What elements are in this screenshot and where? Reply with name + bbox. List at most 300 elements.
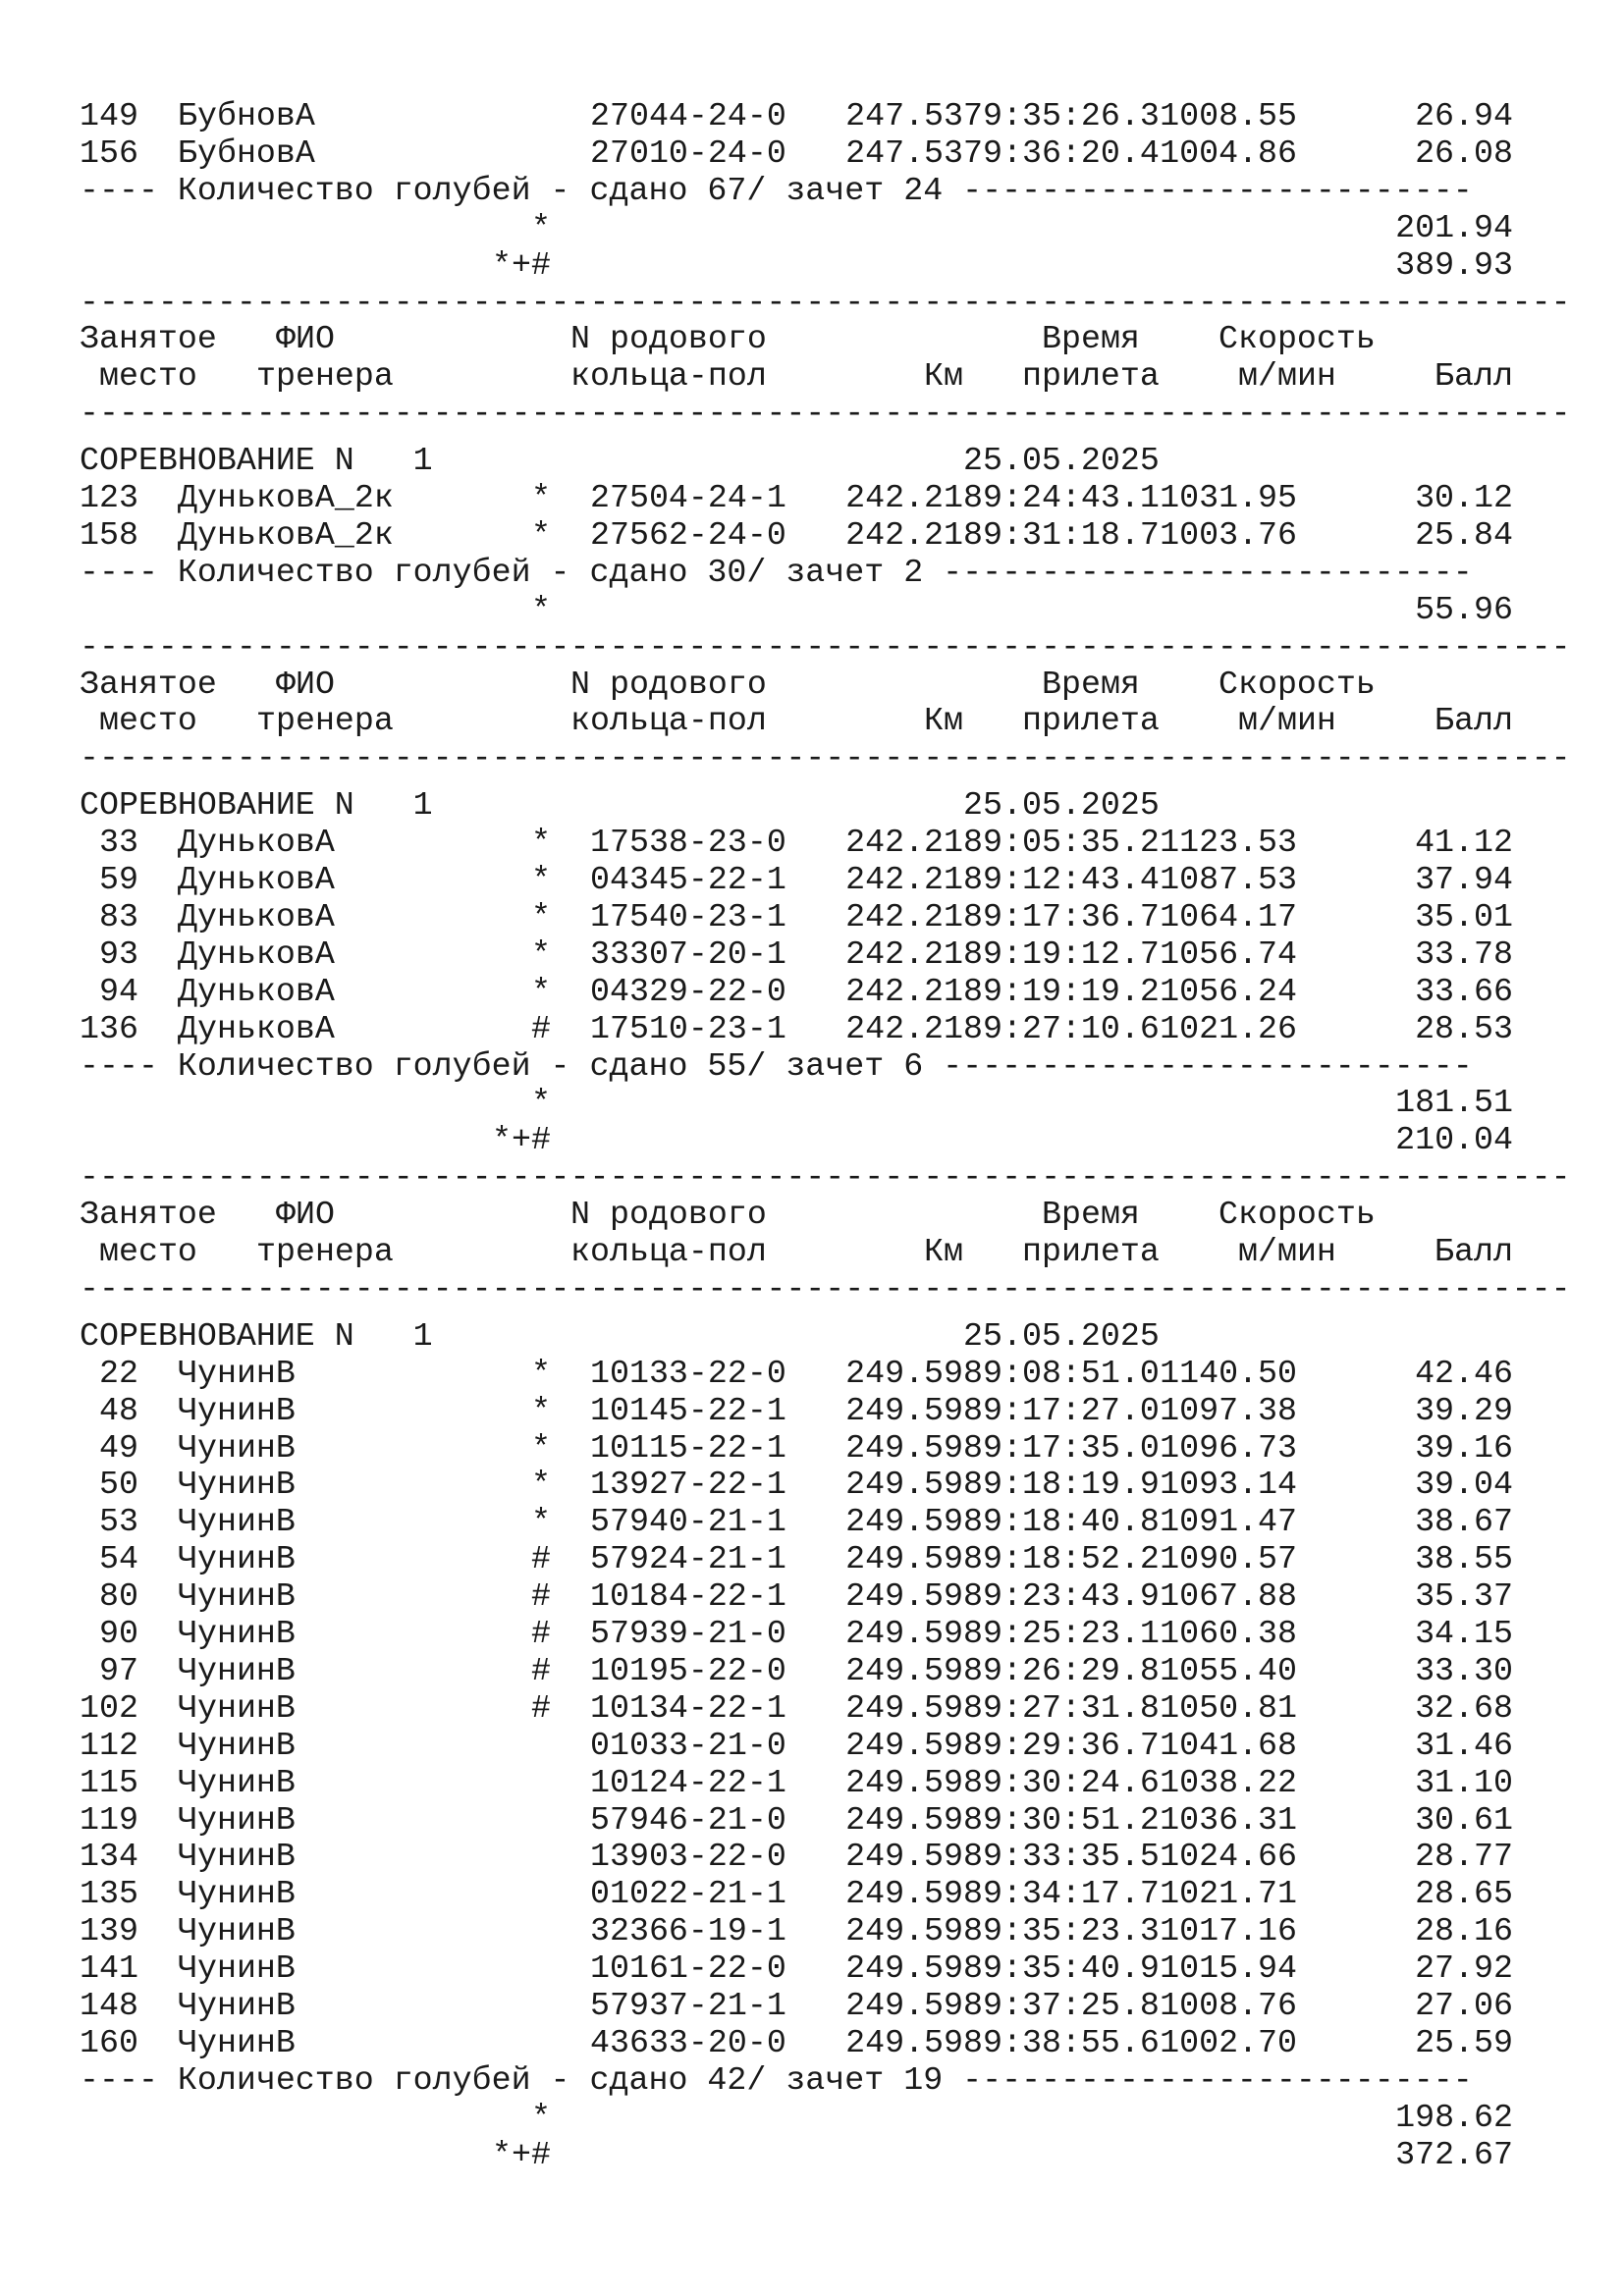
row-km: 249.598 bbox=[845, 1391, 983, 1429]
header-c2a: ФИО bbox=[276, 320, 335, 358]
header-c4b: Км bbox=[924, 357, 963, 396]
table-row bbox=[80, 134, 1572, 172]
header-c1b: место bbox=[99, 1233, 197, 1270]
table-row bbox=[80, 1540, 1572, 1577]
row-place: 102 bbox=[80, 1688, 138, 1727]
summary-text: ---- Количество голубей - сдано 67/ зачет 24 -------------------------- bbox=[80, 171, 1473, 209]
row-time: 9:18:19.9 bbox=[983, 1466, 1160, 1504]
row-ring: 17540-23-1 bbox=[590, 897, 786, 935]
total-line bbox=[80, 2099, 1572, 2136]
table-row bbox=[80, 1689, 1572, 1727]
row-time: 9:35:23.3 bbox=[983, 1912, 1160, 1950]
row-time: 9:25:23.1 bbox=[983, 1615, 1160, 1652]
row-mark: * bbox=[531, 934, 551, 973]
row-time: 9:36:20.4 bbox=[983, 133, 1160, 172]
header-c2a: ФИО bbox=[276, 665, 335, 703]
row-score: 37.94 bbox=[1415, 861, 1513, 898]
competition-line bbox=[80, 1317, 1572, 1355]
row-score: 27.92 bbox=[1415, 1949, 1513, 1988]
row-km: 242.218 bbox=[845, 972, 983, 1010]
row-ring: 27504-24-1 bbox=[590, 479, 786, 516]
header-c1a: Занятое bbox=[80, 1196, 217, 1234]
column-header-line-1 bbox=[80, 320, 1572, 357]
separator-text: ---------------------------------------------------------------------------- bbox=[80, 283, 1571, 321]
row-km: 242.218 bbox=[845, 515, 983, 554]
row-speed: 1097.38 bbox=[1160, 1391, 1297, 1429]
header-c3a: N родового bbox=[570, 665, 767, 703]
row-speed: 1021.26 bbox=[1160, 1009, 1297, 1047]
table-row bbox=[80, 1615, 1572, 1652]
table-row bbox=[80, 973, 1572, 1010]
row-time: 9:12:43.4 bbox=[983, 861, 1160, 898]
header-c7b: Балл bbox=[1435, 1233, 1513, 1270]
row-km: 242.218 bbox=[845, 479, 983, 516]
header-c6b: м/мин bbox=[1238, 702, 1336, 740]
row-name: ЧунинВ bbox=[178, 1800, 296, 1839]
row-time: 9:23:43.9 bbox=[983, 1577, 1160, 1616]
row-place: 156 bbox=[80, 133, 138, 172]
competition-date: 25.05.2025 bbox=[963, 442, 1160, 480]
column-header-line-2 bbox=[80, 1233, 1572, 1270]
row-place: 139 bbox=[80, 1912, 138, 1950]
row-score: 26.94 bbox=[1415, 97, 1513, 134]
total-line bbox=[80, 246, 1572, 284]
row-name: ЧунинВ bbox=[178, 1875, 296, 1913]
row-score: 39.29 bbox=[1415, 1391, 1513, 1429]
row-place: 141 bbox=[80, 1949, 138, 1988]
total-label: *+# bbox=[492, 1121, 551, 1159]
row-mark: # bbox=[531, 1009, 551, 1047]
row-time: 9:17:27.0 bbox=[983, 1391, 1160, 1429]
header-c1b: место bbox=[99, 702, 197, 740]
header-c2a: ФИО bbox=[276, 1196, 335, 1234]
summary-text: ---- Количество голубей - сдано 42/ зачет 19 -------------------------- bbox=[80, 2060, 1473, 2099]
section-separator bbox=[80, 284, 1572, 321]
total-value: 389.93 bbox=[1395, 245, 1513, 284]
row-km: 249.598 bbox=[845, 1726, 983, 1764]
row-time: 9:30:24.6 bbox=[983, 1763, 1160, 1801]
total-line bbox=[80, 209, 1572, 246]
row-time: 9:18:52.2 bbox=[983, 1540, 1160, 1578]
row-time: 9:29:36.7 bbox=[983, 1726, 1160, 1764]
header-c3a: N родового bbox=[570, 1196, 767, 1234]
row-name: ЧунинВ bbox=[178, 1354, 296, 1392]
row-ring: 27010-24-0 bbox=[590, 133, 786, 172]
row-ring: 57939-21-0 bbox=[590, 1615, 786, 1652]
row-speed: 1002.70 bbox=[1160, 2023, 1297, 2061]
row-speed: 1060.38 bbox=[1160, 1615, 1297, 1652]
table-row bbox=[80, 1577, 1572, 1615]
row-mark: * bbox=[531, 1354, 551, 1392]
row-name: ЧунинВ bbox=[178, 1763, 296, 1801]
separator-text: ---------------------------------------------------------------------------- bbox=[80, 395, 1571, 433]
row-ring: 13927-22-1 bbox=[590, 1466, 786, 1504]
header-c5b: прилета bbox=[1022, 357, 1160, 396]
header-c6a: Скорость bbox=[1218, 665, 1376, 703]
row-speed: 1003.76 bbox=[1160, 515, 1297, 554]
row-place: 160 bbox=[80, 2023, 138, 2061]
row-mark: # bbox=[531, 1688, 551, 1727]
row-ring: 57940-21-1 bbox=[590, 1503, 786, 1541]
row-score: 42.46 bbox=[1415, 1354, 1513, 1392]
table-row bbox=[80, 935, 1572, 973]
header-separator bbox=[80, 739, 1572, 776]
row-place: 112 bbox=[80, 1726, 138, 1764]
row-name: ДуньковА bbox=[178, 972, 335, 1010]
row-ring: 57924-21-1 bbox=[590, 1540, 786, 1578]
row-place: 149 bbox=[80, 97, 138, 134]
row-ring: 04329-22-0 bbox=[590, 972, 786, 1010]
row-time: 9:35:26.3 bbox=[983, 97, 1160, 134]
row-place: 97 bbox=[99, 1651, 138, 1689]
row-name: ЧунинВ bbox=[178, 1912, 296, 1950]
row-name: БубновА bbox=[178, 97, 315, 134]
total-label: * bbox=[531, 2098, 551, 2136]
row-place: 148 bbox=[80, 1987, 138, 2024]
row-km: 242.218 bbox=[845, 1009, 983, 1047]
table-row bbox=[80, 2024, 1572, 2061]
header-separator bbox=[80, 1270, 1572, 1308]
header-c3b: кольца-пол bbox=[570, 357, 767, 396]
row-speed: 1008.76 bbox=[1160, 1987, 1297, 2024]
total-label: * bbox=[531, 1084, 551, 1122]
row-name: ЧунинВ bbox=[178, 1838, 296, 1876]
header-c3b: кольца-пол bbox=[570, 1233, 767, 1270]
row-score: 28.16 bbox=[1415, 1912, 1513, 1950]
competition-line bbox=[80, 786, 1572, 824]
header-c5a: Время bbox=[1042, 1196, 1140, 1234]
row-km: 249.598 bbox=[845, 1651, 983, 1689]
row-score: 31.10 bbox=[1415, 1763, 1513, 1801]
row-time: 9:05:35.2 bbox=[983, 824, 1160, 862]
table-row bbox=[80, 479, 1572, 516]
table-row bbox=[80, 1503, 1572, 1540]
row-place: 80 bbox=[99, 1577, 138, 1616]
total-label: * bbox=[531, 208, 551, 246]
row-place: 119 bbox=[80, 1800, 138, 1839]
row-time: 9:08:51.0 bbox=[983, 1354, 1160, 1392]
row-ring: 33307-20-1 bbox=[590, 934, 786, 973]
total-line bbox=[80, 591, 1572, 628]
header-c1a: Занятое bbox=[80, 665, 217, 703]
row-speed: 1031.95 bbox=[1160, 479, 1297, 516]
row-place: 48 bbox=[99, 1391, 138, 1429]
table-row bbox=[80, 1838, 1572, 1875]
row-ring: 57946-21-0 bbox=[590, 1800, 786, 1839]
row-place: 115 bbox=[80, 1763, 138, 1801]
row-mark: * bbox=[531, 824, 551, 862]
summary-line bbox=[80, 554, 1572, 591]
row-mark: * bbox=[531, 1466, 551, 1504]
row-speed: 1024.66 bbox=[1160, 1838, 1297, 1876]
competition-date: 25.05.2025 bbox=[963, 786, 1160, 825]
row-score: 32.68 bbox=[1415, 1688, 1513, 1727]
header-c7b: Балл bbox=[1435, 357, 1513, 396]
row-ring: 10134-22-1 bbox=[590, 1688, 786, 1727]
row-ring: 04345-22-1 bbox=[590, 861, 786, 898]
competition-line bbox=[80, 442, 1572, 479]
table-row bbox=[80, 1652, 1572, 1689]
row-ring: 10124-22-1 bbox=[590, 1763, 786, 1801]
row-name: ДуньковА_2к bbox=[178, 479, 394, 516]
separator-text: ---------------------------------------------------------------------------- bbox=[80, 1269, 1571, 1308]
row-name: ЧунинВ bbox=[178, 2023, 296, 2061]
row-mark: * bbox=[531, 861, 551, 898]
total-label: *+# bbox=[492, 2135, 551, 2173]
row-name: ДуньковА_2к bbox=[178, 515, 394, 554]
row-speed: 1064.17 bbox=[1160, 897, 1297, 935]
row-place: 33 bbox=[99, 824, 138, 862]
table-row bbox=[80, 1727, 1572, 1764]
row-name: ЧунинВ bbox=[178, 1577, 296, 1616]
row-place: 59 bbox=[99, 861, 138, 898]
header-c1a: Занятое bbox=[80, 320, 217, 358]
row-km: 249.598 bbox=[845, 1428, 983, 1467]
row-mark: * bbox=[531, 897, 551, 935]
row-speed: 1056.24 bbox=[1160, 972, 1297, 1010]
separator-text: ---------------------------------------------------------------------------- bbox=[80, 739, 1571, 777]
row-ring: 17510-23-1 bbox=[590, 1009, 786, 1047]
row-score: 39.16 bbox=[1415, 1428, 1513, 1467]
table-row bbox=[80, 97, 1572, 134]
total-value: 372.67 bbox=[1395, 2135, 1513, 2173]
row-place: 94 bbox=[99, 972, 138, 1010]
total-line bbox=[80, 1121, 1572, 1158]
row-km: 249.598 bbox=[845, 1688, 983, 1727]
row-km: 242.218 bbox=[845, 861, 983, 898]
row-speed: 1050.81 bbox=[1160, 1688, 1297, 1727]
header-c6a: Скорость bbox=[1218, 320, 1376, 358]
row-score: 25.59 bbox=[1415, 2023, 1513, 2061]
row-score: 25.84 bbox=[1415, 515, 1513, 554]
row-ring: 10161-22-0 bbox=[590, 1949, 786, 1988]
row-speed: 1087.53 bbox=[1160, 861, 1297, 898]
row-place: 158 bbox=[80, 515, 138, 554]
row-speed: 1055.40 bbox=[1160, 1651, 1297, 1689]
total-line bbox=[80, 1084, 1572, 1121]
section-separator bbox=[80, 628, 1572, 666]
total-line bbox=[80, 2136, 1572, 2173]
row-score: 35.01 bbox=[1415, 897, 1513, 935]
row-name: ЧунинВ bbox=[178, 1428, 296, 1467]
row-place: 50 bbox=[99, 1466, 138, 1504]
row-ring: 10133-22-0 bbox=[590, 1354, 786, 1392]
row-km: 242.218 bbox=[845, 824, 983, 862]
row-time: 9:26:29.8 bbox=[983, 1651, 1160, 1689]
row-speed: 1093.14 bbox=[1160, 1466, 1297, 1504]
row-km: 249.598 bbox=[845, 1875, 983, 1913]
row-speed: 1036.31 bbox=[1160, 1800, 1297, 1839]
row-mark: * bbox=[531, 515, 551, 554]
total-label: * bbox=[531, 590, 551, 628]
row-score: 33.30 bbox=[1415, 1651, 1513, 1689]
table-row bbox=[80, 1764, 1572, 1801]
row-ring: 17538-23-0 bbox=[590, 824, 786, 862]
row-km: 249.598 bbox=[845, 1615, 983, 1652]
header-c6a: Скорость bbox=[1218, 1196, 1376, 1234]
row-km: 249.598 bbox=[845, 1838, 983, 1876]
row-name: ЧунинВ bbox=[178, 1391, 296, 1429]
row-score: 31.46 bbox=[1415, 1726, 1513, 1764]
row-name: БубновА bbox=[178, 133, 315, 172]
table-row bbox=[80, 1010, 1572, 1047]
table-row bbox=[80, 1466, 1572, 1503]
row-speed: 1021.71 bbox=[1160, 1875, 1297, 1913]
row-time: 9:19:19.2 bbox=[983, 972, 1160, 1010]
row-ring: 27044-24-0 bbox=[590, 97, 786, 134]
row-score: 28.53 bbox=[1415, 1009, 1513, 1047]
row-place: 22 bbox=[99, 1354, 138, 1392]
row-score: 30.61 bbox=[1415, 1800, 1513, 1839]
summary-text: ---- Количество голубей - сдано 55/ зачет 6 --------------------------- bbox=[80, 1046, 1473, 1085]
row-speed: 1015.94 bbox=[1160, 1949, 1297, 1988]
header-c2b: тренера bbox=[256, 702, 394, 740]
header-c5b: прилета bbox=[1022, 1233, 1160, 1270]
row-name: ЧунинВ bbox=[178, 1949, 296, 1988]
row-time: 9:34:17.7 bbox=[983, 1875, 1160, 1913]
row-ring: 43633-20-0 bbox=[590, 2023, 786, 2061]
row-place: 134 bbox=[80, 1838, 138, 1876]
row-ring: 01033-21-0 bbox=[590, 1726, 786, 1764]
header-c3a: N родового bbox=[570, 320, 767, 358]
row-name: ДуньковА bbox=[178, 897, 335, 935]
row-km: 249.598 bbox=[845, 1800, 983, 1839]
row-time: 9:17:35.0 bbox=[983, 1428, 1160, 1467]
row-score: 28.65 bbox=[1415, 1875, 1513, 1913]
row-km: 249.598 bbox=[845, 1466, 983, 1504]
row-time: 9:24:43.1 bbox=[983, 479, 1160, 516]
header-c4b: Км bbox=[924, 1233, 963, 1270]
competition-date: 25.05.2025 bbox=[963, 1316, 1160, 1355]
row-name: ДуньковА bbox=[178, 861, 335, 898]
header-c2b: тренера bbox=[256, 1233, 394, 1270]
row-mark: * bbox=[531, 1503, 551, 1541]
row-speed: 1123.53 bbox=[1160, 824, 1297, 862]
row-time: 9:35:40.9 bbox=[983, 1949, 1160, 1988]
row-place: 53 bbox=[99, 1503, 138, 1541]
table-row bbox=[80, 1392, 1572, 1429]
row-mark: # bbox=[531, 1615, 551, 1652]
header-c4b: Км bbox=[924, 702, 963, 740]
row-name: ДуньковА bbox=[178, 824, 335, 862]
row-name: ЧунинВ bbox=[178, 1651, 296, 1689]
total-value: 181.51 bbox=[1395, 1084, 1513, 1122]
summary-line bbox=[80, 1047, 1572, 1085]
summary-line bbox=[80, 172, 1572, 209]
separator-text: ---------------------------------------------------------------------------- bbox=[80, 627, 1571, 666]
row-time: 9:33:35.5 bbox=[983, 1838, 1160, 1876]
row-km: 242.218 bbox=[845, 897, 983, 935]
row-place: 49 bbox=[99, 1428, 138, 1467]
table-row bbox=[80, 1875, 1572, 1912]
row-time: 9:30:51.2 bbox=[983, 1800, 1160, 1839]
header-c6b: м/мин bbox=[1238, 357, 1336, 396]
table-row bbox=[80, 1801, 1572, 1839]
row-place: 83 bbox=[99, 897, 138, 935]
row-mark: * bbox=[531, 972, 551, 1010]
header-c6b: м/мин bbox=[1238, 1233, 1336, 1270]
row-km: 249.598 bbox=[845, 1763, 983, 1801]
row-place: 90 bbox=[99, 1615, 138, 1652]
row-score: 35.37 bbox=[1415, 1577, 1513, 1616]
row-speed: 1008.55 bbox=[1160, 97, 1297, 134]
row-km: 242.218 bbox=[845, 934, 983, 973]
row-score: 41.12 bbox=[1415, 824, 1513, 862]
row-speed: 1017.16 bbox=[1160, 1912, 1297, 1950]
row-speed: 1140.50 bbox=[1160, 1354, 1297, 1392]
row-km: 249.598 bbox=[845, 1503, 983, 1541]
row-mark: * bbox=[531, 479, 551, 516]
row-score: 38.55 bbox=[1415, 1540, 1513, 1578]
row-ring: 32366-19-1 bbox=[590, 1912, 786, 1950]
row-score: 33.78 bbox=[1415, 934, 1513, 973]
total-value: 210.04 bbox=[1395, 1121, 1513, 1159]
row-speed: 1056.74 bbox=[1160, 934, 1297, 973]
row-ring: 10115-22-1 bbox=[590, 1428, 786, 1467]
separator-text: ---------------------------------------------------------------------------- bbox=[80, 1158, 1571, 1197]
row-km: 249.598 bbox=[845, 1540, 983, 1578]
total-label: *+# bbox=[492, 245, 551, 284]
row-km: 249.598 bbox=[845, 1949, 983, 1988]
row-place: 54 bbox=[99, 1540, 138, 1578]
row-place: 93 bbox=[99, 934, 138, 973]
row-score: 28.77 bbox=[1415, 1838, 1513, 1876]
competition-title: СОРЕВНОВАНИЕ N 1 bbox=[80, 786, 433, 825]
row-km: 249.598 bbox=[845, 1577, 983, 1616]
row-ring: 13903-22-0 bbox=[590, 1838, 786, 1876]
column-header-line-2 bbox=[80, 357, 1572, 395]
row-ring: 10195-22-0 bbox=[590, 1651, 786, 1689]
total-value: 55.96 bbox=[1415, 590, 1513, 628]
row-score: 33.66 bbox=[1415, 972, 1513, 1010]
section-separator bbox=[80, 1158, 1572, 1196]
row-name: ЧунинВ bbox=[178, 1466, 296, 1504]
row-score: 34.15 bbox=[1415, 1615, 1513, 1652]
row-mark: * bbox=[531, 1428, 551, 1467]
row-name: ЧунинВ bbox=[178, 1987, 296, 2024]
row-score: 27.06 bbox=[1415, 1987, 1513, 2024]
column-header-line-1 bbox=[80, 1196, 1572, 1233]
header-c5a: Время bbox=[1042, 665, 1140, 703]
row-name: ЧунинВ bbox=[178, 1503, 296, 1541]
table-row bbox=[80, 861, 1572, 898]
row-km: 249.598 bbox=[845, 2023, 983, 2061]
row-name: ЧунинВ bbox=[178, 1540, 296, 1578]
row-mark: # bbox=[531, 1540, 551, 1578]
row-place: 123 bbox=[80, 479, 138, 516]
row-ring: 27562-24-0 bbox=[590, 515, 786, 554]
row-time: 9:38:55.6 bbox=[983, 2023, 1160, 2061]
row-score: 39.04 bbox=[1415, 1466, 1513, 1504]
row-mark: # bbox=[531, 1651, 551, 1689]
header-c5b: прилета bbox=[1022, 702, 1160, 740]
column-header-line-1 bbox=[80, 666, 1572, 703]
row-score: 38.67 bbox=[1415, 1503, 1513, 1541]
header-c7b: Балл bbox=[1435, 702, 1513, 740]
header-c1b: место bbox=[99, 357, 197, 396]
row-time: 9:19:12.7 bbox=[983, 934, 1160, 973]
row-time: 9:31:18.7 bbox=[983, 515, 1160, 554]
table-row bbox=[80, 1949, 1572, 1987]
row-time: 9:27:10.6 bbox=[983, 1009, 1160, 1047]
table-row bbox=[80, 1912, 1572, 1949]
row-ring: 57937-21-1 bbox=[590, 1987, 786, 2024]
row-time: 9:17:36.7 bbox=[983, 897, 1160, 935]
row-name: ЧунинВ bbox=[178, 1688, 296, 1727]
competition-title: СОРЕВНОВАНИЕ N 1 bbox=[80, 442, 433, 480]
row-place: 136 bbox=[80, 1009, 138, 1047]
row-time: 9:37:25.8 bbox=[983, 1987, 1160, 2024]
